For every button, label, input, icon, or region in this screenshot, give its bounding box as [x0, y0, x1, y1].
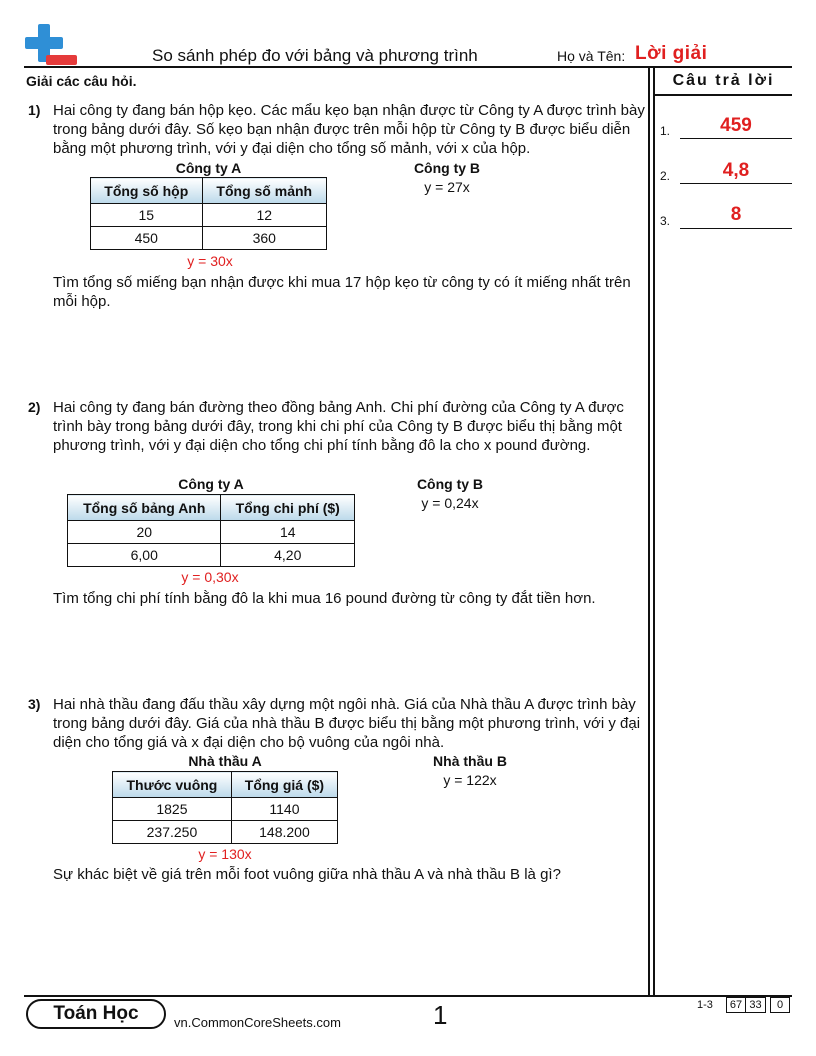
- name-value: Lời giải: [635, 43, 708, 64]
- question-prompt: Sự khác biệt về giá trên mỗi foot vuông giữa nhà thầu A và nhà thầu B là gì?: [53, 866, 561, 883]
- table-row: [68, 521, 355, 544]
- table-cell: 6,00: [68, 544, 221, 567]
- table-row: [91, 227, 327, 250]
- table-row: [68, 544, 355, 567]
- table-cell: 1825: [113, 798, 232, 821]
- answer-key-title-divider: [655, 94, 792, 96]
- table-cell: 360: [202, 227, 326, 250]
- table-row: [113, 798, 338, 821]
- table-cell: 12: [202, 204, 326, 227]
- name-label: Họ và Tên:: [557, 48, 626, 64]
- question-number: 2): [28, 399, 41, 415]
- instructions: Giải các câu hỏi.: [26, 73, 137, 89]
- question-text: Hai công ty đang bán đường theo đồng bảng Anh. Chi phí đường của Công ty A được trình bày trong bảng dưới đây, trong khi chi phí của Công ty B được biểu thị bằng một phương trình, với y đại diện cho tổng chi phí tính bằng đô la cho x pound đường.: [53, 399, 624, 454]
- page-number: 1: [433, 1000, 448, 1030]
- other-caption: Công ty B: [416, 476, 484, 492]
- table-caption: Nhà thầu A: [188, 753, 262, 769]
- worksheet-title: So sánh phép đo với bảng và phương trình: [152, 46, 478, 65]
- table-cell: 148.200: [231, 821, 337, 844]
- answer-line: [680, 138, 792, 139]
- logo-minus: [46, 55, 77, 65]
- table-cell: 237.250: [113, 821, 232, 844]
- answer-column-border-inner: [653, 66, 655, 996]
- other-equation: y = 0,24x: [421, 495, 479, 511]
- table-equation: y = 130x: [198, 846, 252, 862]
- table-caption: Công ty A: [178, 476, 244, 492]
- answer-key-title: Câu trả lời: [672, 72, 775, 89]
- answer-number: 1.: [660, 124, 671, 138]
- score-box: 0: [770, 997, 790, 1013]
- question-number: 1): [28, 102, 41, 118]
- table-equation: y = 0,30x: [181, 569, 239, 585]
- site-url[interactable]: vn.CommonCoreSheets.com: [174, 1015, 341, 1030]
- brand-badge: Toán Học: [26, 999, 166, 1029]
- answer-line: [680, 228, 792, 229]
- table-header: Tổng số bảng Anh: [68, 495, 221, 521]
- question-prompt: Tìm tổng số miếng bạn nhận được khi mua 17 hộp kẹo từ công ty có ít miếng nhất trên mỗi hộp.: [53, 274, 631, 310]
- logo-plus-horizontal: [25, 37, 63, 49]
- table-header: Thước vuông: [113, 772, 232, 798]
- table-equation: y = 30x: [187, 253, 233, 269]
- table-row: [91, 204, 327, 227]
- question-number: 3): [28, 696, 41, 712]
- other-caption: Nhà thầu B: [433, 753, 507, 769]
- other-equation: y = 27x: [424, 179, 470, 195]
- answer-value: 8: [730, 204, 742, 225]
- table-caption: Công ty A: [175, 160, 242, 176]
- table-cell: 1140: [231, 798, 337, 821]
- answer-number: 2.: [660, 169, 671, 183]
- question-text: Hai nhà thầu đang đấu thầu xây dựng một ngôi nhà. Giá của Nhà thầu A được trình bày trong bảng dưới đây. Giá của nhà thầu B được biểu thị bằng một phương trình, với y đại diện cho tổng giá và x đại diện cho bộ vuông của ngôi nhà.: [53, 696, 641, 751]
- table-cell: 14: [221, 521, 355, 544]
- table-cell: 15: [91, 204, 203, 227]
- question-range: 1-3: [697, 999, 713, 1011]
- data-table: [112, 771, 338, 844]
- other-caption: Công ty B: [413, 160, 481, 176]
- table-header: Tổng số mảnh: [202, 178, 326, 204]
- answer-value: 4,8: [722, 160, 750, 181]
- table-cell: 4,20: [221, 544, 355, 567]
- answer-value: 459: [720, 115, 752, 136]
- footer-divider: [24, 995, 792, 997]
- table-header: Tổng giá ($): [231, 772, 337, 798]
- score-box: 67: [726, 997, 746, 1013]
- data-table: [67, 494, 355, 567]
- table-cell: 450: [91, 227, 203, 250]
- answer-column-border: [648, 66, 650, 996]
- answer-number: 3.: [660, 214, 671, 228]
- table-row: [113, 821, 338, 844]
- table-header: Tổng số hộp: [91, 178, 203, 204]
- question-text: Hai công ty đang bán hộp kẹo. Các mẩu kẹo bạn nhận được từ Công ty A được trình bày trong bảng dưới đây. Số kẹo bạn nhận được trên mỗi hộp từ Công ty B được biểu diễn bằng một phương trình, với y đại diện cho tổng số mảnh, với x của hộp.: [53, 102, 645, 157]
- other-equation: y = 122x: [443, 772, 497, 788]
- score-box: 33: [745, 997, 766, 1013]
- question-prompt: Tìm tổng chi phí tính bằng đô la khi mua 16 pound đường từ công ty đắt tiền hơn.: [53, 590, 596, 607]
- answer-line: [680, 183, 792, 184]
- table-cell: 20: [68, 521, 221, 544]
- table-header: Tổng chi phí ($): [221, 495, 355, 521]
- header-divider: [24, 66, 792, 68]
- data-table: [90, 177, 327, 250]
